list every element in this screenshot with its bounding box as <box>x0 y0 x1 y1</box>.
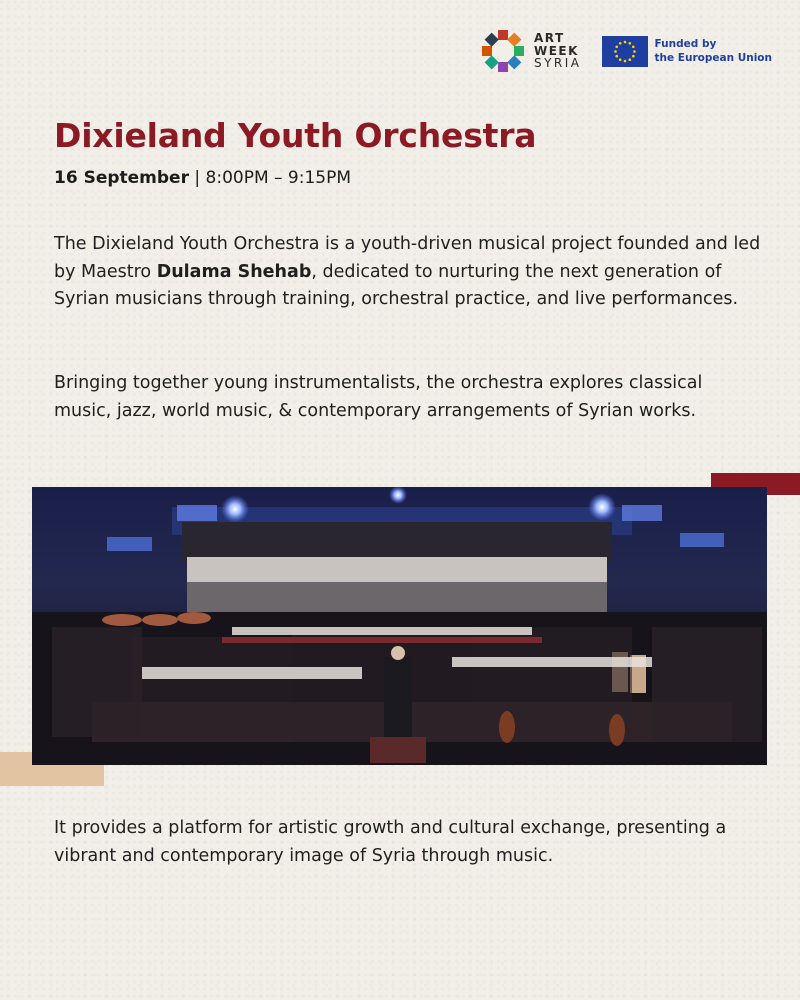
art-week-line2: WEEK <box>533 43 579 58</box>
eu-line2: the European Union <box>654 52 772 64</box>
p1-after: , dedicated to nurturing the next generation of Syrian musicians through training, orchestral practice, and live performances. <box>54 261 739 309</box>
eu-flag-icon <box>602 36 648 67</box>
orchestra-photo <box>32 487 767 765</box>
eu-line1: Funded by <box>654 38 717 50</box>
art-week-line1: ART <box>533 31 565 46</box>
event-datetime <box>54 168 351 188</box>
p1-before: The Dixieland Youth Orchestra is a youth-driven musical project founded and led by Maestro <box>54 234 761 282</box>
header-logos <box>478 26 772 76</box>
orchestra-photo-illustration <box>32 487 767 765</box>
event-time: 8:00PM – 9:15PM <box>205 168 352 188</box>
description-paragraph-2: Bringing together young instrumentalists, the orchestra explores classical music, jazz, world music, & contemporary arrangements of Syrian works. <box>54 373 703 421</box>
description-paragraph-1 <box>54 231 764 314</box>
maestro-name: Dulama Shehab <box>156 261 312 282</box>
description-paragraph-3: It provides a platform for artistic growth and cultural exchange, presenting a vibrant and contemporary image of Syria through music. <box>54 818 727 866</box>
art-week-star-icon <box>478 26 528 76</box>
event-title: Dixieland Youth Orchestra <box>54 116 537 155</box>
art-week-syria-logo <box>478 26 582 76</box>
datetime-separator: | <box>188 168 206 188</box>
eu-funding-logo <box>602 36 772 67</box>
event-date: 16 September <box>54 168 189 188</box>
art-week-line3: SYRIA <box>533 56 582 71</box>
